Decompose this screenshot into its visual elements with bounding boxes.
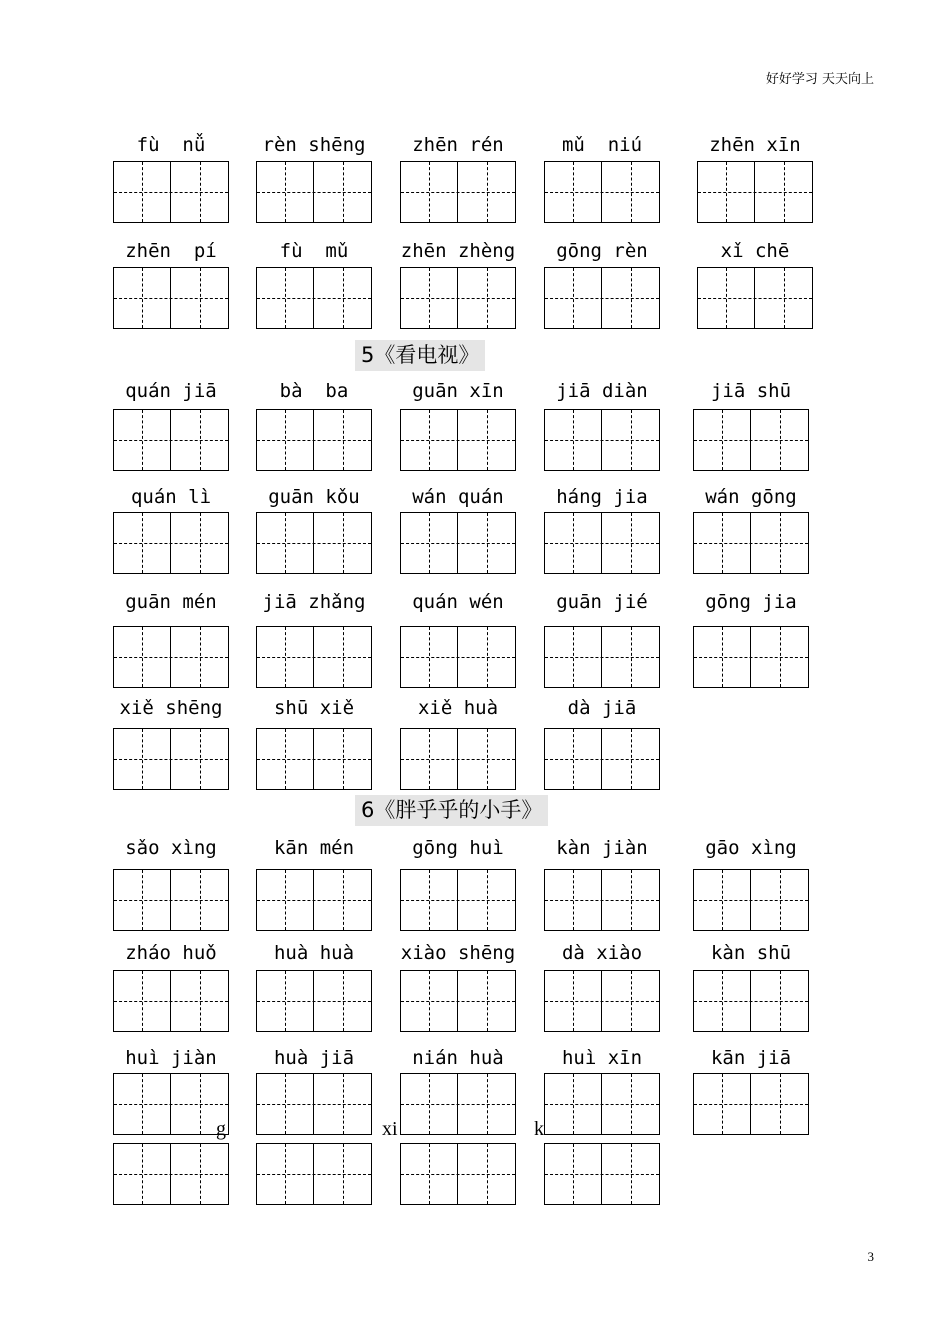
grid-guide-line (698, 298, 812, 299)
grid-guide-line (545, 192, 659, 193)
grid-guide-line (343, 410, 344, 470)
tianzige-writing-box[interactable] (256, 161, 372, 223)
grid-guide-line (573, 971, 574, 1031)
grid-guide-line (487, 870, 488, 930)
grid-guide-line (429, 513, 430, 573)
tianzige-writing-box[interactable] (400, 728, 516, 790)
grid-guide-line (780, 513, 781, 573)
pinyin-label: wán gōng (705, 486, 797, 508)
tianzige-writing-box[interactable] (400, 409, 516, 471)
grid-guide-line (573, 1144, 574, 1204)
grid-guide-line (573, 162, 574, 222)
grid-guide-line (694, 1104, 808, 1105)
grid-guide-line (401, 298, 515, 299)
pinyin-label: wán quán (412, 486, 504, 508)
grid-guide-line (142, 870, 143, 930)
grid-guide-line (694, 657, 808, 658)
tianzige-writing-box[interactable] (113, 970, 229, 1032)
grid-guide-line (285, 513, 286, 573)
tianzige-writing-box[interactable] (544, 869, 660, 931)
grid-guide-line (631, 729, 632, 789)
section-title: 6《胖乎乎的小手》 (355, 795, 548, 826)
grid-guide-line (200, 729, 201, 789)
pinyin-label: mǔ niú (561, 134, 643, 156)
grid-guide-line (257, 543, 371, 544)
grid-guide-line (429, 627, 430, 687)
grid-guide-line (780, 627, 781, 687)
pinyin-label: nián huà (412, 1047, 504, 1069)
grid-guide-line (257, 192, 371, 193)
tianzige-writing-box[interactable] (256, 512, 372, 574)
grid-guide-line (631, 971, 632, 1031)
tianzige-writing-box[interactable] (113, 161, 229, 223)
grid-guide-line (631, 513, 632, 573)
grid-guide-line (142, 627, 143, 687)
grid-guide-line (285, 1074, 286, 1134)
grid-guide-line (343, 627, 344, 687)
tianzige-writing-box[interactable] (693, 970, 809, 1032)
grid-guide-line (285, 1144, 286, 1204)
tianzige-writing-box[interactable] (256, 626, 372, 688)
grid-guide-line (257, 440, 371, 441)
grid-guide-line (487, 162, 488, 222)
overlapped-pinyin-fragment: g (216, 1118, 226, 1140)
tianzige-writing-box[interactable] (544, 1073, 660, 1135)
tianzige-writing-box[interactable] (256, 1073, 372, 1135)
grid-guide-line (487, 627, 488, 687)
pinyin-label: kàn jiàn (556, 837, 648, 859)
grid-guide-line (780, 1074, 781, 1134)
grid-guide-line (573, 513, 574, 573)
grid-guide-line (285, 971, 286, 1031)
pinyin-label: guān kǒu (268, 486, 360, 508)
grid-guide-line (694, 440, 808, 441)
grid-guide-line (487, 513, 488, 573)
grid-guide-line (142, 410, 143, 470)
tianzige-writing-box[interactable] (113, 409, 229, 471)
grid-guide-line (401, 1104, 515, 1105)
tianzige-writing-box[interactable] (400, 267, 516, 329)
grid-guide-line (142, 1074, 143, 1134)
tianzige-writing-box[interactable] (113, 626, 229, 688)
tianzige-writing-box[interactable] (400, 869, 516, 931)
tianzige-writing-box[interactable] (256, 970, 372, 1032)
grid-guide-line (114, 1104, 228, 1105)
tianzige-writing-box[interactable] (544, 970, 660, 1032)
pinyin-label: jiā shū (710, 380, 792, 402)
tianzige-writing-box[interactable] (697, 267, 813, 329)
grid-guide-line (780, 870, 781, 930)
grid-guide-line (694, 900, 808, 901)
grid-guide-line (631, 410, 632, 470)
tianzige-writing-box[interactable] (113, 512, 229, 574)
grid-guide-line (257, 298, 371, 299)
grid-guide-line (573, 729, 574, 789)
tianzige-writing-box[interactable] (693, 409, 809, 471)
pinyin-label: guān jié (556, 591, 648, 613)
grid-guide-line (200, 268, 201, 328)
tianzige-writing-box[interactable] (544, 409, 660, 471)
grid-guide-line (114, 1174, 228, 1175)
tianzige-writing-box[interactable] (544, 1143, 660, 1205)
tianzige-writing-box[interactable] (256, 869, 372, 931)
pinyin-label: sǎo xìng (125, 837, 217, 859)
grid-guide-line (401, 192, 515, 193)
grid-guide-line (722, 1074, 723, 1134)
tianzige-writing-box[interactable] (256, 1143, 372, 1205)
grid-guide-line (343, 513, 344, 573)
grid-guide-line (285, 870, 286, 930)
grid-guide-line (694, 1001, 808, 1002)
tianzige-writing-box[interactable] (400, 626, 516, 688)
grid-guide-line (487, 410, 488, 470)
grid-guide-line (142, 729, 143, 789)
grid-guide-line (722, 410, 723, 470)
tianzige-writing-box[interactable] (113, 1143, 229, 1205)
grid-guide-line (545, 1001, 659, 1002)
tianzige-writing-box[interactable] (693, 626, 809, 688)
grid-guide-line (429, 410, 430, 470)
pinyin-label: dà xiào (561, 942, 643, 964)
pinyin-label: bà ba (279, 380, 349, 402)
overlapped-pinyin-fragment: k (534, 1118, 544, 1140)
grid-guide-line (142, 162, 143, 222)
grid-guide-line (429, 1074, 430, 1134)
pinyin-label: zhēn rén (412, 134, 504, 156)
grid-guide-line (285, 729, 286, 789)
grid-guide-line (343, 1144, 344, 1204)
grid-guide-line (429, 1144, 430, 1204)
grid-guide-line (631, 1074, 632, 1134)
grid-guide-line (694, 543, 808, 544)
grid-guide-line (545, 900, 659, 901)
grid-guide-line (780, 971, 781, 1031)
grid-guide-line (114, 759, 228, 760)
grid-guide-line (200, 971, 201, 1031)
pinyin-label: fù mǔ (279, 240, 349, 262)
grid-guide-line (545, 298, 659, 299)
grid-guide-line (784, 268, 785, 328)
overlapped-pinyin-fragment: xi (382, 1118, 398, 1140)
pinyin-label: háng jia (556, 486, 648, 508)
pinyin-label: rèn shēng (262, 134, 366, 156)
tianzige-writing-box[interactable] (256, 409, 372, 471)
grid-guide-line (429, 729, 430, 789)
grid-guide-line (114, 657, 228, 658)
grid-guide-line (343, 870, 344, 930)
pinyin-label: zhēn zhèng (400, 240, 516, 262)
grid-guide-line (545, 759, 659, 760)
grid-guide-line (257, 900, 371, 901)
tianzige-writing-box[interactable] (693, 512, 809, 574)
pinyin-label: quán lì (130, 486, 212, 508)
pinyin-label: xiào shēng (400, 942, 516, 964)
grid-guide-line (114, 440, 228, 441)
grid-guide-line (573, 410, 574, 470)
tianzige-writing-box[interactable] (400, 1073, 516, 1135)
grid-guide-line (631, 162, 632, 222)
pinyin-label: fù nǚ (136, 134, 206, 156)
pinyin-label: zhēn pí (125, 240, 217, 262)
section-title: 5《看电视》 (355, 340, 485, 371)
grid-guide-line (726, 268, 727, 328)
grid-guide-line (142, 268, 143, 328)
grid-guide-line (114, 1001, 228, 1002)
header-note: 好好学习 天天向上 (765, 72, 874, 87)
grid-guide-line (401, 1001, 515, 1002)
grid-guide-line (114, 900, 228, 901)
pinyin-label: zhēn xīn (709, 134, 801, 156)
tianzige-writing-box[interactable] (256, 728, 372, 790)
grid-guide-line (343, 162, 344, 222)
grid-guide-line (343, 971, 344, 1031)
tianzige-writing-box[interactable] (400, 970, 516, 1032)
grid-guide-line (722, 627, 723, 687)
tianzige-writing-box[interactable] (400, 161, 516, 223)
grid-guide-line (200, 1074, 201, 1134)
pinyin-label: xiě shēng (119, 697, 223, 719)
pinyin-label: jiā diàn (556, 380, 648, 402)
tianzige-writing-box[interactable] (113, 267, 229, 329)
grid-guide-line (343, 729, 344, 789)
grid-guide-line (401, 1174, 515, 1175)
grid-guide-line (487, 971, 488, 1031)
grid-guide-line (200, 162, 201, 222)
grid-guide-line (285, 268, 286, 328)
grid-guide-line (343, 1074, 344, 1134)
tianzige-writing-box[interactable] (693, 1073, 809, 1135)
grid-guide-line (401, 657, 515, 658)
pinyin-label: kān jiā (710, 1047, 792, 1069)
tianzige-writing-box[interactable] (400, 1143, 516, 1205)
grid-guide-line (401, 440, 515, 441)
grid-guide-line (429, 268, 430, 328)
grid-guide-line (114, 543, 228, 544)
grid-guide-line (631, 627, 632, 687)
tianzige-writing-box[interactable] (544, 161, 660, 223)
pinyin-label: quán jiā (125, 380, 217, 402)
pinyin-label: shū xiě (273, 697, 355, 719)
grid-guide-line (429, 870, 430, 930)
tianzige-writing-box[interactable] (256, 267, 372, 329)
pinyin-label: huì jiàn (125, 1047, 217, 1069)
tianzige-writing-box[interactable] (697, 161, 813, 223)
grid-guide-line (631, 268, 632, 328)
tianzige-writing-box[interactable] (400, 512, 516, 574)
pinyin-label: quán wén (412, 591, 504, 613)
grid-guide-line (401, 543, 515, 544)
grid-guide-line (780, 410, 781, 470)
grid-guide-line (114, 192, 228, 193)
grid-guide-line (545, 657, 659, 658)
page-number: 3 (867, 1249, 874, 1264)
grid-guide-line (257, 1174, 371, 1175)
tianzige-writing-box[interactable] (544, 512, 660, 574)
tianzige-writing-box[interactable] (544, 626, 660, 688)
grid-guide-line (142, 971, 143, 1031)
grid-guide-line (698, 192, 812, 193)
pinyin-label: huì xīn (561, 1047, 643, 1069)
pinyin-label: zháo huǒ (125, 942, 217, 964)
grid-guide-line (545, 1174, 659, 1175)
grid-guide-line (487, 268, 488, 328)
grid-guide-line (784, 162, 785, 222)
tianzige-writing-box[interactable] (693, 869, 809, 931)
pinyin-label: xiě huà (417, 697, 499, 719)
pinyin-label: huà huà (273, 942, 355, 964)
grid-guide-line (545, 543, 659, 544)
grid-guide-line (429, 971, 430, 1031)
pinyin-label: gōng jia (705, 591, 797, 613)
grid-guide-line (401, 759, 515, 760)
grid-guide-line (573, 268, 574, 328)
grid-guide-line (487, 729, 488, 789)
grid-guide-line (545, 1104, 659, 1105)
grid-guide-line (142, 1144, 143, 1204)
grid-guide-line (573, 870, 574, 930)
grid-guide-line (200, 513, 201, 573)
pinyin-label: dà jiā (567, 697, 637, 719)
pinyin-label: guān xīn (412, 380, 504, 402)
grid-guide-line (257, 759, 371, 760)
grid-guide-line (631, 1144, 632, 1204)
grid-guide-line (343, 268, 344, 328)
tianzige-writing-box[interactable] (113, 728, 229, 790)
grid-guide-line (114, 298, 228, 299)
grid-guide-line (722, 971, 723, 1031)
grid-guide-line (487, 1074, 488, 1134)
grid-guide-line (200, 410, 201, 470)
pinyin-label: jiā zhǎng (262, 591, 366, 613)
pinyin-label: xǐ chē (720, 240, 790, 262)
pinyin-label: huà jiā (273, 1047, 355, 1069)
pinyin-label: gāo xìng (705, 837, 797, 859)
grid-guide-line (257, 1104, 371, 1105)
tianzige-writing-box[interactable] (544, 728, 660, 790)
grid-guide-line (200, 870, 201, 930)
grid-guide-line (487, 1144, 488, 1204)
grid-guide-line (285, 162, 286, 222)
grid-guide-line (722, 870, 723, 930)
tianzige-writing-box[interactable] (544, 267, 660, 329)
grid-guide-line (257, 657, 371, 658)
grid-guide-line (722, 513, 723, 573)
grid-guide-line (631, 870, 632, 930)
grid-guide-line (401, 900, 515, 901)
grid-guide-line (257, 1001, 371, 1002)
grid-guide-line (200, 1144, 201, 1204)
grid-guide-line (573, 1074, 574, 1134)
pinyin-label: kàn shū (710, 942, 792, 964)
grid-guide-line (285, 410, 286, 470)
pinyin-label: guān mén (125, 591, 217, 613)
tianzige-writing-box[interactable] (113, 869, 229, 931)
pinyin-label: gōng huì (412, 837, 504, 859)
grid-guide-line (545, 440, 659, 441)
grid-guide-line (285, 627, 286, 687)
pinyin-label: kān mén (273, 837, 355, 859)
pinyin-label: gōng rèn (556, 240, 648, 262)
grid-guide-line (726, 162, 727, 222)
grid-guide-line (573, 627, 574, 687)
grid-guide-line (142, 513, 143, 573)
grid-guide-line (200, 627, 201, 687)
grid-guide-line (429, 162, 430, 222)
tianzige-writing-box[interactable] (113, 1073, 229, 1135)
